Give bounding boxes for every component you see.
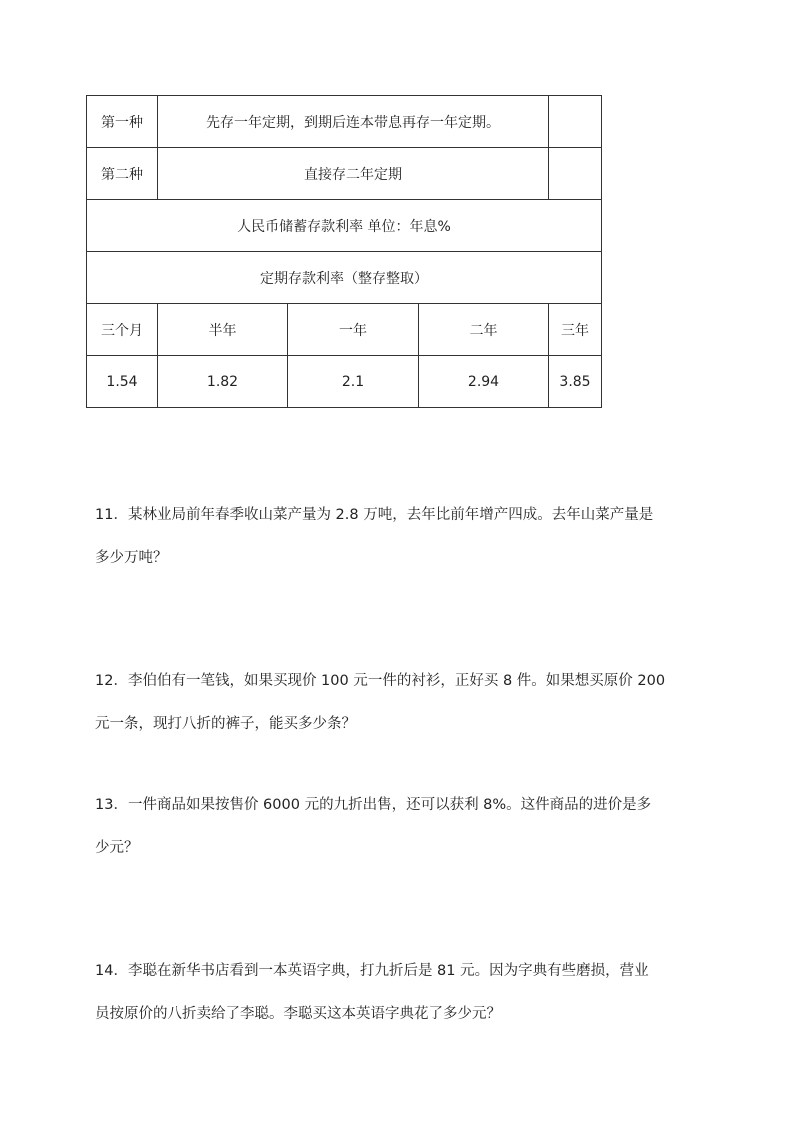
header-three-months: 三个月	[87, 304, 158, 356]
table-row-option2	[87, 148, 602, 200]
question-14	[95, 961, 715, 1024]
question-text: 14．李聪在新华书店看到一本英语字典，打九折后是 81 元。因为字典有些磨损，营业	[95, 963, 649, 979]
header-two-years: 二年	[419, 304, 549, 356]
value-half-year: 1.82	[158, 356, 288, 408]
option1-desc: 先存一年定期，到期后连本带息再存一年定期。	[158, 96, 549, 148]
option2-desc: 直接存二年定期	[158, 148, 549, 200]
question-text: 元一条，现打八折的裤子，能买多少条？	[95, 716, 356, 732]
question-text: 员按原价的八折卖给了李聪。李聪买这本英语字典花了多少元？	[95, 1006, 501, 1022]
option2-label: 第二种	[87, 148, 158, 200]
header-three-years: 三年	[549, 304, 602, 356]
table-header-row	[87, 304, 602, 356]
question-text: 11．某林业局前年春季收山菜产量为 2.8 万吨，去年比前年增产四成。去年山菜产量是	[95, 507, 654, 523]
interest-rate-table	[86, 95, 602, 408]
header-half-year: 半年	[158, 304, 288, 356]
option1-label: 第一种	[87, 96, 158, 148]
value-two-years: 2.94	[419, 356, 549, 408]
table-values-row	[87, 356, 602, 408]
option1-answer-cell	[549, 96, 602, 148]
header-one-year: 一年	[288, 304, 419, 356]
table-title: 人民币储蓄存款利率 单位：年息%	[87, 200, 602, 252]
question-13	[95, 795, 715, 858]
table-subtitle: 定期存款利率（整存整取）	[87, 252, 602, 304]
table-row-subtitle	[87, 252, 602, 304]
question-text: 多少万吨？	[95, 550, 168, 566]
question-text: 少元？	[95, 840, 139, 856]
value-one-year: 2.1	[288, 356, 419, 408]
table-row-title	[87, 200, 602, 252]
question-11	[95, 505, 715, 568]
option2-answer-cell	[549, 148, 602, 200]
value-three-years: 3.85	[549, 356, 602, 408]
question-text: 12．李伯伯有一笔钱，如果买现价 100 元一件的衬衫，正好买 8 件。如果想买原价 200	[95, 673, 666, 689]
table-row-option1	[87, 96, 602, 148]
question-12	[95, 671, 715, 734]
question-text: 13．一件商品如果按售价 6000 元的九折出售，还可以获利 8%。这件商品的进价是多	[95, 797, 652, 813]
value-three-months: 1.54	[87, 356, 158, 408]
